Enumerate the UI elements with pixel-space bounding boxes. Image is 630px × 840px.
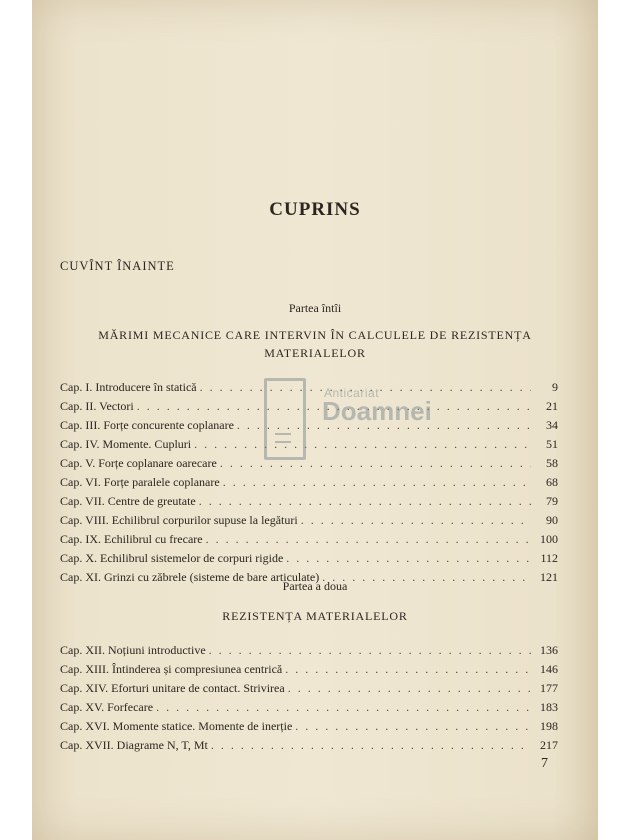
bookshelf-icon bbox=[264, 378, 306, 460]
toc-entry-label: Cap. XVI. Momente statice. Momente de inerție bbox=[60, 719, 293, 733]
toc-entry-label: Cap. XIV. Eforturi unitare de contact. Strivirea bbox=[60, 681, 285, 695]
toc-entry bbox=[60, 494, 558, 513]
foreword-heading: CUVÎNT ÎNAINTE bbox=[60, 259, 175, 273]
part1-title bbox=[42, 326, 588, 362]
toc-entry bbox=[60, 456, 558, 475]
toc-entry-page: 21 bbox=[546, 399, 558, 413]
toc-entry-page: 51 bbox=[546, 437, 558, 451]
toc-entry-label: Cap. IX. Echilibrul cu frecare bbox=[60, 532, 203, 546]
watermark-logo bbox=[264, 378, 444, 458]
leader-dots bbox=[211, 738, 531, 753]
leader-dots bbox=[206, 532, 531, 547]
leader-dots bbox=[223, 475, 531, 490]
toc-entry bbox=[60, 719, 558, 738]
toc-entry-page: 198 bbox=[540, 719, 558, 733]
toc-entry-page: 121 bbox=[540, 570, 558, 584]
toc-entry-label: Cap. VI. Forțe paralele coplanare bbox=[60, 475, 220, 489]
part2-toc bbox=[60, 643, 558, 757]
toc-entry-page: 9 bbox=[552, 380, 558, 394]
toc-entry-page: 100 bbox=[540, 532, 558, 546]
toc-entry bbox=[60, 700, 558, 719]
toc-entry-label: Cap. II. Vectori bbox=[60, 399, 134, 413]
part2-label: Partea a doua bbox=[282, 579, 348, 593]
toc-entry-label: Cap. III. Forțe concurente coplanare bbox=[60, 418, 234, 432]
toc-entry bbox=[60, 643, 558, 662]
toc-entry bbox=[60, 681, 558, 700]
toc-entry-label: Cap. XIII. Întinderea și compresiunea centrică bbox=[60, 662, 283, 676]
leader-dots bbox=[156, 700, 531, 715]
toc-entry bbox=[60, 551, 558, 570]
toc-entry-page: 112 bbox=[540, 551, 558, 565]
leader-dots bbox=[209, 643, 531, 658]
leader-dots bbox=[285, 662, 531, 677]
toc-entry bbox=[60, 513, 558, 532]
watermark-small-text: Anticariat bbox=[324, 386, 380, 400]
leader-dots bbox=[288, 681, 531, 696]
toc-entry-page: 217 bbox=[540, 738, 558, 752]
part2-title: REZISTENȚA MATERIALELOR bbox=[222, 609, 408, 623]
toc-entry-label: Cap. XV. Forfecare bbox=[60, 700, 154, 714]
watermark-big-text: Doamnei bbox=[322, 396, 432, 426]
part1-title-line2: MATERIALELOR bbox=[264, 346, 366, 360]
leader-dots bbox=[301, 513, 531, 528]
book-page bbox=[32, 0, 598, 840]
toc-entry-label: Cap. VIII. Echilibrul corpurilor supuse la legături bbox=[60, 513, 298, 527]
toc-entry-label: Cap. V. Forțe coplanare oarecare bbox=[60, 456, 217, 470]
toc-entry-page: 68 bbox=[546, 475, 558, 489]
toc-entry bbox=[60, 532, 558, 551]
toc-entry-page: 79 bbox=[546, 494, 558, 508]
toc-entry-page: 146 bbox=[540, 662, 558, 676]
toc-entry-label: Cap. XI. Grinzi cu zăbrele (sisteme de bare articulate) bbox=[60, 570, 320, 584]
toc-entry-page: 34 bbox=[546, 418, 558, 432]
toc-entry-label: Cap. X. Echilibrul sistemelor de corpuri rigide bbox=[60, 551, 284, 565]
toc-entry-label: Cap. XII. Noțiuni introductive bbox=[60, 643, 206, 657]
toc-entry bbox=[60, 738, 558, 757]
toc-entry bbox=[60, 662, 558, 681]
part1-label: Partea întîi bbox=[288, 301, 342, 315]
page-number: 7 bbox=[541, 756, 548, 771]
toc-entry-page: 136 bbox=[540, 643, 558, 657]
page-title: CUPRINS bbox=[269, 199, 361, 220]
toc-entry bbox=[60, 475, 558, 494]
leader-dots bbox=[295, 719, 531, 734]
toc-entry-label: Cap. I. Introducere în statică bbox=[60, 380, 197, 394]
toc-entry-page: 90 bbox=[546, 513, 558, 527]
toc-entry-label: Cap. XVII. Diagrame N, T, Mt bbox=[60, 738, 208, 752]
part1-title-line1: MĂRIMI MECANICE CARE INTERVIN ÎN CALCULELE DE REZISTENȚA bbox=[98, 328, 532, 342]
toc-entry-page: 58 bbox=[546, 456, 558, 470]
leader-dots bbox=[199, 494, 531, 509]
leader-dots bbox=[286, 551, 531, 566]
toc-entry-page: 183 bbox=[540, 700, 558, 714]
toc-entry-label: Cap. IV. Momente. Cupluri bbox=[60, 437, 192, 451]
toc-entry-page: 177 bbox=[540, 681, 558, 695]
toc-entry-label: Cap. VII. Centre de greutate bbox=[60, 494, 196, 508]
